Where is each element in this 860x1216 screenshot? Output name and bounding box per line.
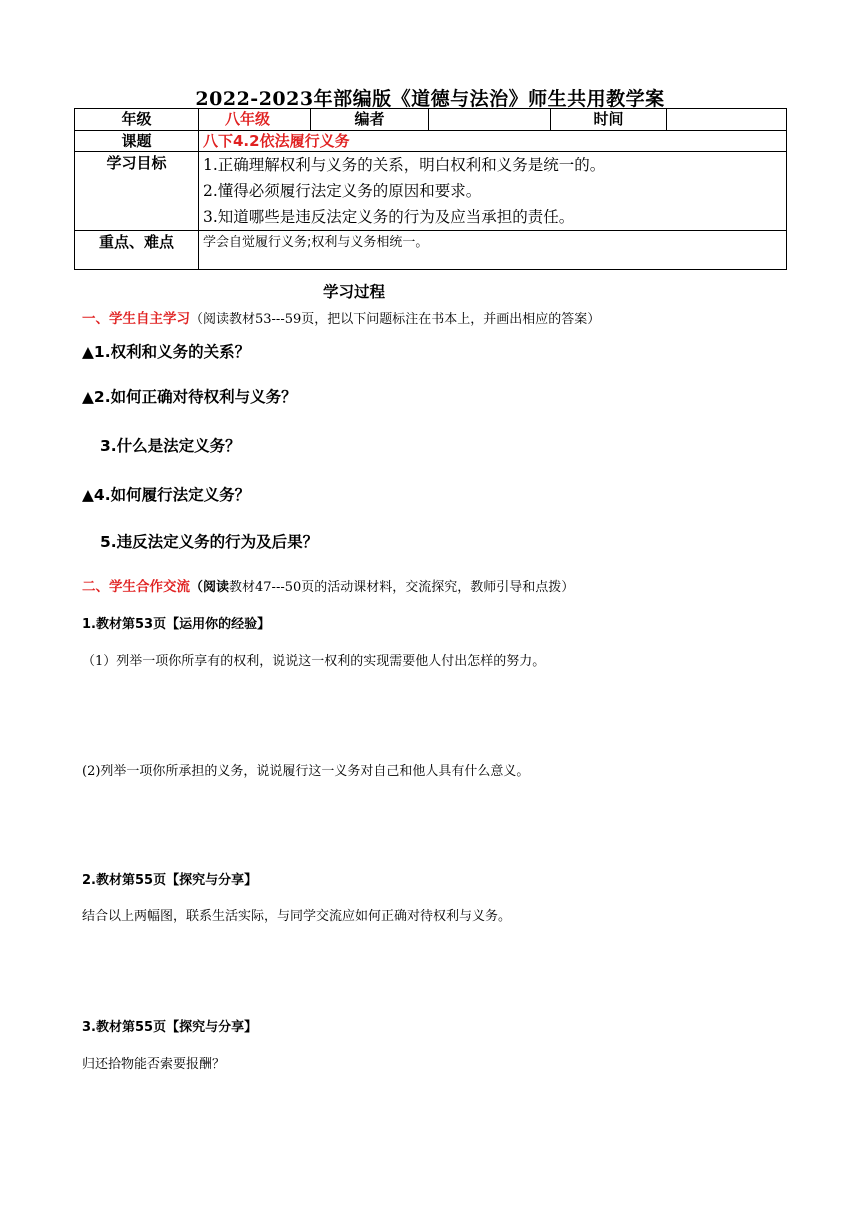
goal-item: 1.正确理解权利与义务的关系，明白权利和义务是统一的。 [203, 156, 606, 174]
item1-title: 1.教材第53页【运用你的经验】 [82, 617, 271, 632]
question-3: 3.什么是法定义务？ [100, 437, 241, 455]
editor-value [429, 109, 551, 131]
section1-title: 一、学生自主学习 [82, 311, 190, 327]
question-4: ▲4.如何履行法定义务？ [82, 486, 251, 504]
process-heading: 学习过程 [323, 283, 386, 301]
info-row-topic [75, 131, 787, 152]
section2-heading [82, 575, 574, 595]
keypoints-label: 重点、难点 [75, 231, 199, 270]
goal-item: 2.懂得必须履行法定义务的原因和要求。 [203, 182, 482, 200]
item1-question1: （1）列举一项你所享有的权利，说说这一权利的实现需要他人付出怎样的努力。 [82, 654, 546, 669]
time-label: 时间 [551, 109, 667, 131]
goal-item: 3.知道哪些是违反法定义务的行为及应当承担的责任。 [203, 208, 575, 226]
document-title: 2022-2023年部编版《道德与法治》师生共用教学案 [195, 88, 665, 110]
info-row-grade [75, 109, 787, 131]
time-value [667, 109, 787, 131]
question-5: 5.违反法定义务的行为及后果？ [100, 533, 319, 551]
grade-label: 年级 [75, 109, 199, 131]
item3-text: 归还拾物能否索要报酬？ [82, 1057, 226, 1072]
topic-value: 八下4.2依法履行义务 [199, 131, 787, 152]
question-2: ▲2.如何正确对待权利与义务？ [82, 388, 297, 406]
goals-list [199, 152, 787, 231]
item2-title: 2.教材第55页【探究与分享】 [82, 873, 258, 888]
editor-label: 编者 [311, 109, 429, 131]
section2-note: 教材47---50页的活动课材料，交流探究，教师引导和点拨） [229, 580, 575, 595]
item1-question2: (2)列举一项你所承担的义务，说说履行这一义务对自己和他人具有什么意义。 [82, 764, 530, 779]
grade-value: 八年级 [199, 109, 311, 131]
section2-title: 二、学生合作交流 [82, 579, 190, 595]
item2-text: 结合以上两幅图，联系生活实际，与同学交流应如何正确对待权利与义务。 [82, 909, 512, 924]
info-row-keypoints [75, 231, 787, 270]
section1-note: （阅读教材53---59页，把以下问题标注在书本上，并画出相应的答案） [190, 312, 601, 327]
keypoints-value: 学会自觉履行义务;权利与义务相统一。 [199, 231, 787, 270]
section2-note-bold: （阅读 [190, 580, 230, 595]
goals-label: 学习目标 [75, 152, 199, 231]
item3-title: 3.教材第55页【探究与分享】 [82, 1020, 258, 1035]
info-row-goals [75, 152, 787, 231]
section1-heading [82, 307, 600, 327]
lesson-info-table [74, 108, 787, 270]
question-1: ▲1.权利和义务的关系？ [82, 343, 251, 361]
topic-label: 课题 [75, 131, 199, 152]
